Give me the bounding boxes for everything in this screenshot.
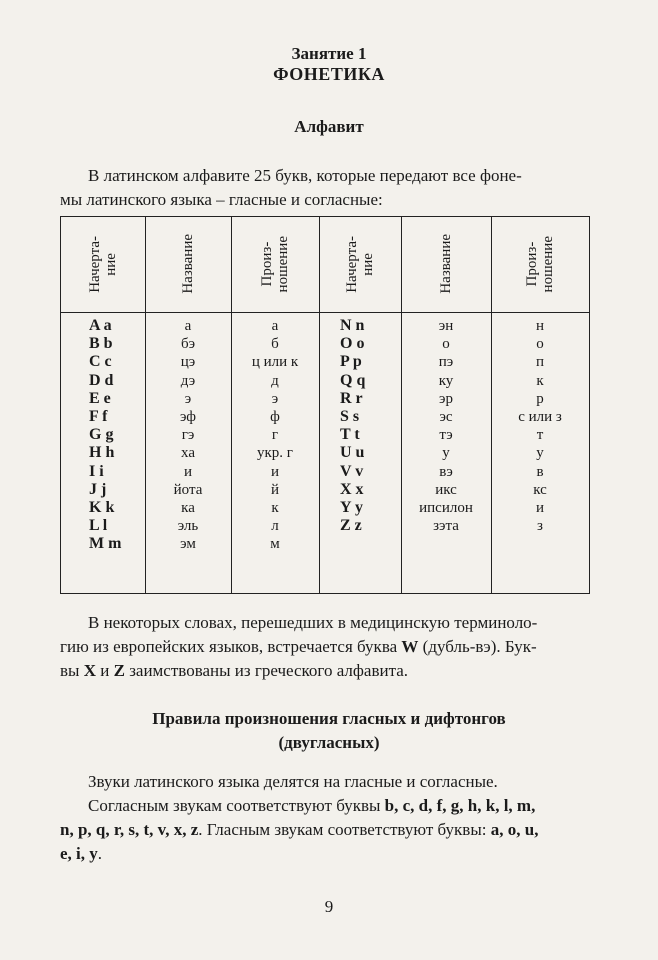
letter: A a [89, 317, 112, 334]
pronunciation: а [271, 318, 279, 334]
alphabet-intro-line-1: В латинском алфавите 25 букв, которые передают все фоне- [88, 166, 522, 185]
letter-name: дэ [180, 372, 196, 389]
letter: X x [340, 480, 364, 498]
letter: H h [89, 444, 115, 462]
consonant-list: n, p, q, r, s, t, v, x, z [60, 820, 199, 839]
letter: U u [340, 444, 365, 462]
letter: I i [89, 462, 104, 480]
letter-name: ку [438, 372, 454, 389]
lesson-title: Занятие 1 [291, 44, 367, 63]
letter-x: X [83, 661, 96, 680]
header-cell [491, 221, 589, 307]
letter-name: эр [439, 390, 453, 407]
left-names-column [145, 317, 231, 553]
pronunciation: кс [533, 481, 547, 498]
letter: P p [340, 353, 362, 371]
pronunciation: л [271, 518, 279, 535]
w-note-line-2 [60, 635, 590, 659]
pronunciation: т [536, 427, 544, 444]
letter: C c [89, 353, 112, 371]
letter: Z z [340, 517, 362, 535]
rules-paragraph-2-line-1 [88, 794, 588, 818]
text-run: . [97, 844, 103, 863]
text-run: Согласным звукам соответствуют буквы [88, 796, 385, 815]
letter: O o [340, 335, 365, 353]
header-writing: Начерта- ние [344, 235, 376, 293]
pronunciation: к [536, 372, 544, 389]
pronunciation: э [271, 390, 279, 407]
left-pronunciation-column [231, 317, 319, 553]
pronunciation: н [535, 318, 545, 334]
pronunciation: у [536, 445, 544, 462]
pronunciation: ц или к [251, 354, 299, 371]
letter-name: пэ [438, 354, 454, 371]
letter: G g [89, 426, 114, 444]
letter-name: тэ [439, 427, 453, 444]
pronunciation: и [270, 463, 280, 480]
pronunciation: п [535, 354, 545, 371]
pronunciation: и [535, 499, 545, 516]
pronunciation: с или з [518, 408, 562, 425]
pronunciation: б [271, 336, 279, 353]
header-writing: Начерта- ние [87, 235, 119, 293]
rules-paragraph-1: Звуки латинского языка делятся на гласные и согласные. [88, 772, 498, 791]
letter-name: а [184, 318, 192, 334]
letter: K k [89, 498, 115, 516]
letter-name: эм [180, 536, 196, 553]
letter-name: вэ [439, 463, 453, 480]
letter: D d [89, 371, 114, 389]
pronunciation: в [536, 463, 544, 480]
letter-w: W [401, 637, 419, 656]
vowel-list: e, i, y [60, 844, 98, 863]
pronunciation: к [271, 499, 279, 516]
letter: J j [89, 480, 107, 498]
letter-z: Z [113, 661, 125, 680]
letter: S s [340, 407, 360, 425]
topic-title: ФОНЕТИКА [273, 64, 385, 84]
letter-name: о [442, 336, 450, 353]
header-cell [145, 221, 231, 307]
letter-name: гэ [181, 427, 195, 444]
letter-name: ка [181, 499, 195, 516]
letter-name: цэ [180, 354, 196, 371]
letter: Y y [340, 498, 363, 516]
rules-heading-line-2: (двугласных) [278, 733, 380, 752]
pronunciation: г [271, 427, 279, 444]
letter: R r [340, 389, 363, 407]
letter: V v [340, 462, 364, 480]
right-names-column [401, 317, 491, 535]
letter-name: у [442, 445, 450, 462]
letter-name: эс [439, 408, 453, 425]
letter-name: ха [181, 445, 195, 462]
letter: Q q [340, 371, 366, 389]
letter: L l [89, 517, 108, 535]
right-letters-column [340, 317, 365, 535]
left-letters-column [89, 317, 121, 553]
pronunciation: р [536, 390, 544, 407]
letter: E e [89, 389, 111, 407]
header-cell [319, 221, 401, 307]
letter: T t [340, 426, 360, 444]
alphabet-table [60, 216, 590, 594]
text-run: . Гласным звукам соответствуют буквы: [198, 820, 491, 839]
text-run: (дубль-вэ). Бук- [418, 637, 537, 656]
letter-name: зэта [433, 518, 459, 535]
pronunciation: ф [270, 408, 280, 425]
pronunciation: о [536, 336, 544, 353]
header-pronunciation: Произ- ношение [259, 235, 291, 293]
alphabet-heading: Алфавит [294, 117, 364, 136]
letter: B b [89, 335, 113, 353]
consonant-list: b, c, d, f, g, h, k, l, m, [384, 796, 536, 815]
pronunciation: укр. г [257, 445, 293, 462]
vowel-list: a, o, u, [490, 820, 539, 839]
text-run: вы [60, 661, 84, 680]
letter-name: ипсилон [419, 499, 473, 516]
letter-name: икс [435, 481, 457, 498]
pronunciation: м [270, 536, 280, 553]
letter: M m [89, 535, 122, 553]
letter-name: эф [179, 408, 197, 425]
w-note-line-3 [60, 659, 590, 683]
header-cell [231, 221, 319, 307]
letter-name: йота [173, 481, 203, 498]
rules-heading-line-1: Правила произношения гласных и дифтонгов [152, 709, 506, 728]
header-cell [401, 221, 491, 307]
letter-name: бэ [180, 336, 196, 353]
text-run: гию из европейских языков, встречается буква [60, 637, 402, 656]
pronunciation: й [270, 481, 280, 498]
header-name: Название [438, 234, 454, 294]
header-cell [61, 221, 145, 307]
header-name: Название [180, 234, 196, 294]
rules-paragraph-2-line-2 [60, 818, 590, 842]
alphabet-intro-line-2: мы латинского языка – гласные и согласные: [60, 190, 383, 209]
table-header-divider [61, 312, 589, 313]
right-pronunciation-column [491, 317, 589, 535]
text-run: заимствованы из греческого алфавита. [124, 661, 409, 680]
text-run: и [95, 661, 114, 680]
letter-name: э [184, 390, 192, 407]
w-note-line-1: В некоторых словах, перешедших в медицинскую терминоло- [88, 613, 538, 632]
rules-paragraph-2-line-3 [60, 842, 590, 866]
letter-name: эль [177, 518, 199, 535]
letter: F f [89, 407, 108, 425]
letter-name: эн [438, 318, 454, 334]
page-number: 9 [324, 897, 334, 916]
pronunciation: д [271, 372, 279, 389]
letter-name: и [183, 463, 193, 480]
header-pronunciation: Произ- ношение [524, 235, 556, 293]
pronunciation: з [537, 518, 543, 535]
letter: N n [340, 317, 365, 334]
